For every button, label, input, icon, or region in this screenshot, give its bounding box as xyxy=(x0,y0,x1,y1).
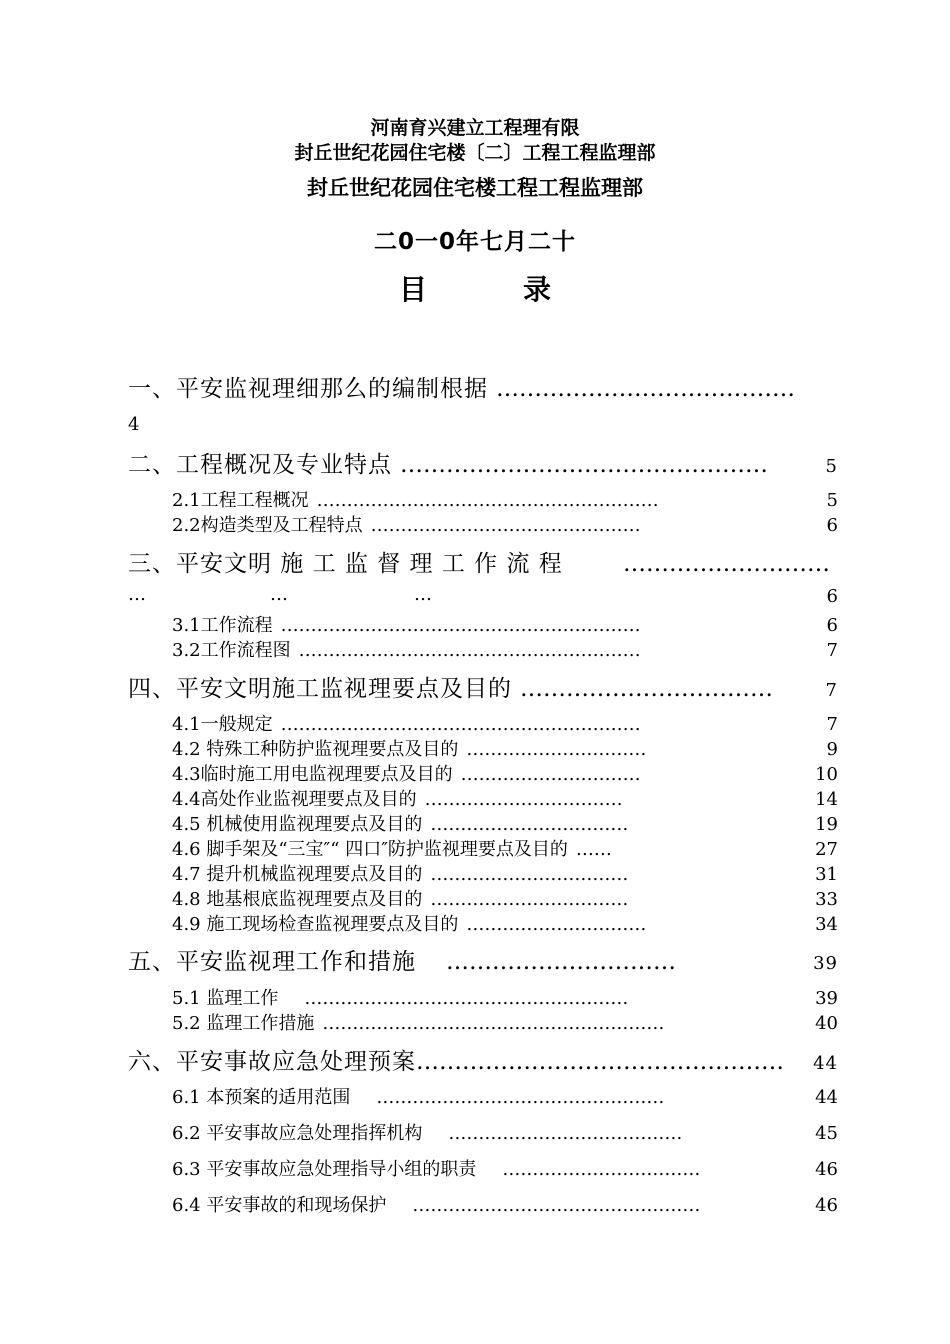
toc-entry-page: 9 xyxy=(826,739,838,760)
toc-title-right: 录 xyxy=(523,273,552,306)
toc-entry-label: 4.9 施工现场检查监视理要点及目的 xyxy=(172,914,459,935)
toc-entry-page: 5 xyxy=(826,490,838,511)
toc-entry-label: 二、工程概况及专业特点 xyxy=(128,452,392,478)
toc-entry[interactable] xyxy=(172,1009,838,1035)
toc-entry-page: 46 xyxy=(815,1195,838,1216)
toc-title xyxy=(0,268,950,308)
toc-entry[interactable] xyxy=(172,1119,838,1145)
toc-entry[interactable] xyxy=(172,835,838,861)
toc-entry[interactable] xyxy=(172,1191,838,1217)
toc-entry-page: 19 xyxy=(815,814,838,835)
project-title-2: 封丘世纪花园住宅楼〔二〕工程工程监理部 xyxy=(294,142,656,164)
toc-entry-label: 3.2工作流程图 xyxy=(172,640,291,661)
toc-entry-leader: ………………………………………… xyxy=(412,1195,701,1216)
toc-entry[interactable] xyxy=(172,636,838,662)
toc-entry-leader: ……………………… xyxy=(623,551,830,577)
toc-entry-leader: …………………………… xyxy=(520,676,773,702)
toc-entry-page: 6 xyxy=(826,615,838,636)
toc-entry-label: 一、平安监视理细那么的编制根据 xyxy=(128,376,488,402)
toc-entry-page: 45 xyxy=(815,1123,838,1144)
toc-entry-page: 44 xyxy=(813,1053,838,1074)
toc-entry-leader: ………………………………………………… xyxy=(298,640,641,661)
toc-entry-page: 31 xyxy=(815,864,838,885)
toc-entry-leader: …… xyxy=(575,839,612,860)
toc-entry-label: 2.2构造类型及工程特点 xyxy=(172,515,363,536)
toc-entry-label: 4.6 脚手架及“三宝″“ 四口″防护监视理要点及目的 xyxy=(172,839,568,860)
toc-entry[interactable] xyxy=(172,1155,838,1181)
toc-entry-page: 40 xyxy=(815,1013,838,1034)
toc-entry-leader: … xyxy=(270,584,288,605)
toc-entry-leader: …………………………… xyxy=(430,814,629,835)
toc-entry-leader: …………………………… xyxy=(424,789,623,810)
toc-entry-leader: ………………………………………… xyxy=(400,452,768,478)
toc-entry-page: 27 xyxy=(815,839,838,860)
toc-entry-label: 5.1 监理工作 xyxy=(172,988,279,1009)
toc-entry-label: 4.1一般规定 xyxy=(172,714,273,735)
toc-entry-label: 六、平安事故应急处理预案 xyxy=(128,1049,416,1075)
toc-entry-label: 三、平安文明 施 工 监 督 理 工 作 流 程 xyxy=(128,551,563,577)
toc-entry-label: 4.4高处作业监视理要点及目的 xyxy=(172,789,417,810)
toc-entry-page: 6 xyxy=(826,515,838,536)
toc-entry-page: 6 xyxy=(826,586,838,607)
toc-entry-label: 四、平安文明施工监视理要点及目的 xyxy=(128,676,512,702)
toc-entry-label: 6.2 平安事故应急处理指挥机构 xyxy=(172,1123,423,1144)
toc-entry-label: 4.7 提升机械监视理要点及目的 xyxy=(172,864,423,885)
toc-entry-page: 33 xyxy=(815,889,838,910)
toc-entry-page: 7 xyxy=(825,680,838,701)
toc-entry-leader: ………………………………………… xyxy=(416,1049,784,1075)
toc-entry-page: 39 xyxy=(813,953,838,974)
toc-entry-label: 五、平安监视理工作和措施 xyxy=(128,949,416,975)
toc-entry-leader: ………………………… xyxy=(460,764,641,785)
toc-entry[interactable] xyxy=(172,885,838,911)
toc-entry[interactable] xyxy=(128,943,838,976)
toc-entry-page: 7 xyxy=(826,714,838,735)
toc-entry-page: 34 xyxy=(815,914,838,935)
toc-entry-label: 6.1 本预案的适用范围 xyxy=(172,1087,351,1108)
toc-entry-leader: …………………………… xyxy=(430,864,629,885)
toc-entry[interactable] xyxy=(128,545,838,578)
toc-entry-leader: ……………………………………………… xyxy=(304,988,629,1009)
toc-entry[interactable] xyxy=(172,984,838,1010)
toc-title-left: 目 xyxy=(398,273,427,306)
toc-entry[interactable] xyxy=(172,785,838,811)
toc-entry-label: 4.8 地基根底监视理要点及目的 xyxy=(172,889,423,910)
toc-entry-leader: ………………………………………………… xyxy=(316,490,659,511)
toc-entry-leader: …………………………………………………… xyxy=(280,615,641,636)
toc-entry-leader: ………………………… xyxy=(446,949,676,975)
toc-entry[interactable] xyxy=(172,511,838,537)
toc-entry-leader: ………………………………… xyxy=(448,1123,683,1144)
toc-entry[interactable] xyxy=(172,710,838,736)
toc-entry-label: 4.3临时施工用电监视理要点及目的 xyxy=(172,764,453,785)
toc-entry-label: 2.1工程工程概况 xyxy=(172,490,309,511)
toc-entry-leader: ………………………………………… xyxy=(376,1087,665,1108)
toc-entry-leader: …………………………… xyxy=(430,889,629,910)
toc-entry-label: 4.2 特殊工种防护监视理要点及目的 xyxy=(172,739,459,760)
toc-entry-leader: …………………………… xyxy=(502,1159,701,1180)
toc-entry-page: 44 xyxy=(815,1087,838,1108)
toc-entry[interactable] xyxy=(172,860,838,886)
toc-entry-leader: … xyxy=(128,584,146,605)
toc-entry[interactable] xyxy=(128,446,838,479)
toc-entry-page: 4 xyxy=(128,414,140,435)
toc-entry-label: 6.4 平安事故的和现场保护 xyxy=(172,1195,387,1216)
toc-entry-page: 10 xyxy=(815,764,838,785)
company-name: 河南育兴建立工程理有限 xyxy=(370,117,580,139)
toc-entry[interactable] xyxy=(172,611,838,637)
toc-entry[interactable] xyxy=(172,760,838,786)
toc-entry-label: 4.5 机械使用监视理要点及目的 xyxy=(172,814,423,835)
toc-entry[interactable] xyxy=(172,810,838,836)
toc-entry-label: 6.3 平安事故应急处理指导小组的职责 xyxy=(172,1159,477,1180)
toc-entry-page: 14 xyxy=(815,789,838,810)
toc-entry-label: 3.1工作流程 xyxy=(172,615,273,636)
toc-entry[interactable] xyxy=(172,910,838,936)
project-title: 封丘世纪花园住宅楼工程工程监理部 xyxy=(307,176,643,200)
toc-entry-leader: ………………………………… xyxy=(496,376,795,402)
toc-entry-leader: ……………………………………… xyxy=(370,515,641,536)
toc-entry-page: 5 xyxy=(825,456,838,477)
toc-entry-leader: ………………………… xyxy=(466,739,647,760)
toc-entry[interactable] xyxy=(172,1083,838,1109)
toc-entry-leader: ………………………………………………… xyxy=(322,1013,665,1034)
toc-entry[interactable] xyxy=(128,370,838,403)
toc-entry[interactable] xyxy=(172,735,838,761)
toc-entry-page: 46 xyxy=(815,1159,838,1180)
toc-entry[interactable] xyxy=(172,486,838,512)
toc-entry-leader: … xyxy=(414,584,432,605)
toc-entry-label: 5.2 监理工作措施 xyxy=(172,1013,315,1034)
toc-entry[interactable] xyxy=(128,670,838,703)
toc-entry[interactable] xyxy=(128,1043,838,1076)
toc-entry-leader: ………………………… xyxy=(466,914,647,935)
toc-entry-page: 7 xyxy=(826,640,838,661)
toc-entry-page: 39 xyxy=(815,988,838,1009)
document-date: 二0一0年七月二十 xyxy=(373,229,576,255)
toc-entry-leader: …………………………………………………… xyxy=(280,714,641,735)
